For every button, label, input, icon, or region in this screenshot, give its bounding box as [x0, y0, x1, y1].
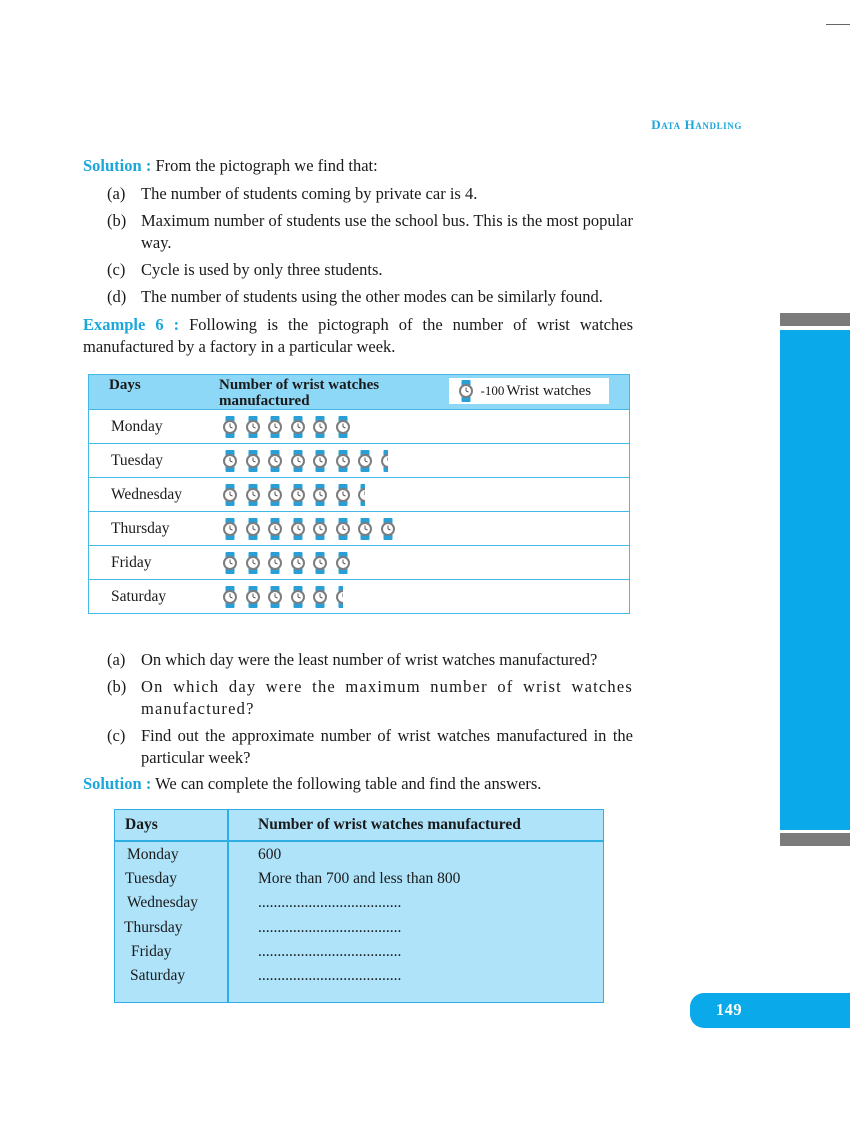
pictograph-row [89, 579, 629, 613]
row-value: More than 700 and less than 800 [258, 870, 461, 888]
solution2-text: We can complete the following table and find the answers. [155, 774, 542, 793]
row-day: Wednesday [111, 485, 183, 503]
wrist-watch-icon [309, 552, 331, 574]
wrist-watch-icon [264, 586, 286, 608]
answer-header-days: Days [125, 816, 158, 833]
question-item [83, 676, 633, 720]
wrist-watch-icon [242, 552, 264, 574]
row-value: ..................................... [258, 918, 402, 936]
wrist-watch-icon [264, 552, 286, 574]
row-day: Saturday [111, 587, 167, 605]
wrist-watch-icon [287, 416, 309, 438]
row-day: Friday [131, 942, 172, 960]
wrist-watch-icon [264, 484, 286, 506]
item-mark: (c) [107, 260, 126, 279]
wrist-watch-icon [219, 586, 241, 608]
wrist-watch-icon [332, 518, 354, 540]
watch-icons [219, 518, 399, 540]
row-day: Saturday [130, 966, 186, 984]
wrist-watch-icon [287, 484, 309, 506]
example-label: Example 6 : [83, 315, 180, 334]
solution-label: Solution : [83, 774, 152, 793]
item-text: The number of students coming by private car is 4. [141, 184, 478, 203]
item-mark: (b) [107, 211, 127, 230]
wrist-watch-icon [309, 416, 331, 438]
watch-icons [219, 586, 343, 608]
example-text: Following is the pictograph of the number of wrist watches manufactured by a factory in a particular week. [83, 315, 633, 356]
item-mark: (d) [107, 287, 127, 306]
wrist-watch-icon [219, 416, 241, 438]
half-wrist-watch-icon [377, 450, 388, 472]
pictograph-legend [449, 378, 609, 404]
solution-list [83, 183, 633, 308]
wrist-watch-icon [219, 552, 241, 574]
list-item [83, 259, 633, 281]
row-value: ..................................... [258, 966, 402, 984]
wrist-watch-icon [354, 518, 376, 540]
watch-icons [219, 450, 388, 472]
question-text: Find out the approximate number of wrist watches manufactured in the particular week? [141, 726, 633, 767]
row-day: Monday [127, 846, 179, 863]
pictograph-row [89, 477, 629, 511]
legend-value: -100 [480, 383, 505, 398]
row-day: Thursday [124, 918, 183, 936]
solution-intro [83, 155, 633, 177]
watch-icons [219, 416, 354, 438]
wrist-watch-icon [242, 586, 264, 608]
answer-rows [115, 846, 603, 991]
question-text: On which day were the maximum number of wrist watches manufactured? [141, 677, 633, 718]
answer-header-number: Number of wrist watches manufactured [258, 816, 521, 833]
row-value: ..................................... [258, 894, 402, 912]
wrist-watch-icon [309, 518, 331, 540]
question-list [83, 649, 633, 769]
wrist-watch-icon [219, 518, 241, 540]
half-wrist-watch-icon [354, 484, 365, 506]
table-divider [115, 840, 603, 842]
wrist-watch-icon [287, 450, 309, 472]
question-item [83, 725, 633, 769]
wrist-watch-icon [455, 380, 477, 402]
pictograph-row [89, 409, 629, 443]
sidebar-cap [780, 833, 850, 846]
watch-icons [219, 484, 366, 506]
running-header: Data Handling [651, 117, 742, 132]
wrist-watch-icon [242, 518, 264, 540]
page-number: 149 [715, 1000, 743, 1019]
upper-content [83, 155, 633, 364]
chapter-sidebar [780, 330, 850, 830]
row-value: ..................................... [258, 942, 402, 960]
solution-intro-text: From the pictograph we find that: [155, 156, 378, 175]
item-mark: (a) [107, 184, 126, 203]
table-row [115, 870, 603, 894]
wrist-watch-icon [242, 416, 264, 438]
wrist-watch-icon [377, 518, 399, 540]
half-wrist-watch-icon [332, 586, 343, 608]
row-day: Friday [111, 553, 152, 571]
wrist-watch-icon [332, 552, 354, 574]
lower-content [83, 645, 633, 801]
legend-text: Wrist watches [506, 383, 592, 399]
table-row [115, 967, 603, 991]
question-mark: (b) [107, 677, 127, 696]
row-day: Tuesday [111, 451, 163, 469]
row-day: Tuesday [125, 870, 177, 888]
question-item [83, 649, 633, 671]
answer-table [114, 809, 604, 1003]
wrist-watch-icon [264, 450, 286, 472]
wrist-watch-icon [219, 450, 241, 472]
solution-label: Solution : [83, 156, 152, 175]
top-rule [826, 24, 850, 25]
list-item [83, 286, 633, 308]
row-day: Thursday [111, 519, 170, 537]
header-number: Number of wrist watches manufactured [219, 377, 380, 409]
wrist-watch-icon [264, 518, 286, 540]
item-text: Cycle is used by only three students. [141, 260, 383, 279]
table-row [115, 943, 603, 967]
sidebar-cap [780, 313, 850, 326]
wrist-watch-icon [264, 416, 286, 438]
item-text: Maximum number of students use the school bus. This is the most popular way. [141, 211, 633, 252]
wrist-watch-icon [242, 484, 264, 506]
question-text: On which day were the least number of wrist watches manufactured? [141, 650, 598, 669]
question-mark: (c) [107, 726, 126, 745]
pictograph-table [88, 374, 630, 614]
example-paragraph [83, 314, 633, 358]
pictograph-row [89, 511, 629, 545]
legend-key [455, 380, 591, 402]
pictograph-rows [89, 409, 629, 613]
row-day: Monday [111, 417, 163, 435]
page-number-tab [690, 993, 850, 1028]
table-row [115, 846, 603, 870]
header-days: Days [109, 377, 141, 393]
row-value: 600 [258, 846, 282, 863]
row-day: Wednesday [127, 894, 199, 912]
wrist-watch-icon [309, 586, 331, 608]
wrist-watch-icon [219, 484, 241, 506]
wrist-watch-icon [309, 484, 331, 506]
table-row [115, 919, 603, 943]
wrist-watch-icon [332, 450, 354, 472]
list-item [83, 183, 633, 205]
pictograph-row [89, 545, 629, 579]
question-mark: (a) [107, 650, 126, 669]
solution2-paragraph [83, 773, 633, 795]
wrist-watch-icon [287, 586, 309, 608]
wrist-watch-icon [354, 450, 376, 472]
wrist-watch-icon [242, 450, 264, 472]
table-row [115, 894, 603, 918]
wrist-watch-icon [332, 416, 354, 438]
wrist-watch-icon [332, 484, 354, 506]
watch-icons [219, 552, 354, 574]
list-item [83, 210, 633, 254]
wrist-watch-icon [287, 552, 309, 574]
item-text: The number of students using the other modes can be similarly found. [141, 287, 603, 306]
wrist-watch-icon [309, 450, 331, 472]
pictograph-header [89, 375, 629, 409]
pictograph-row [89, 443, 629, 477]
wrist-watch-icon [287, 518, 309, 540]
